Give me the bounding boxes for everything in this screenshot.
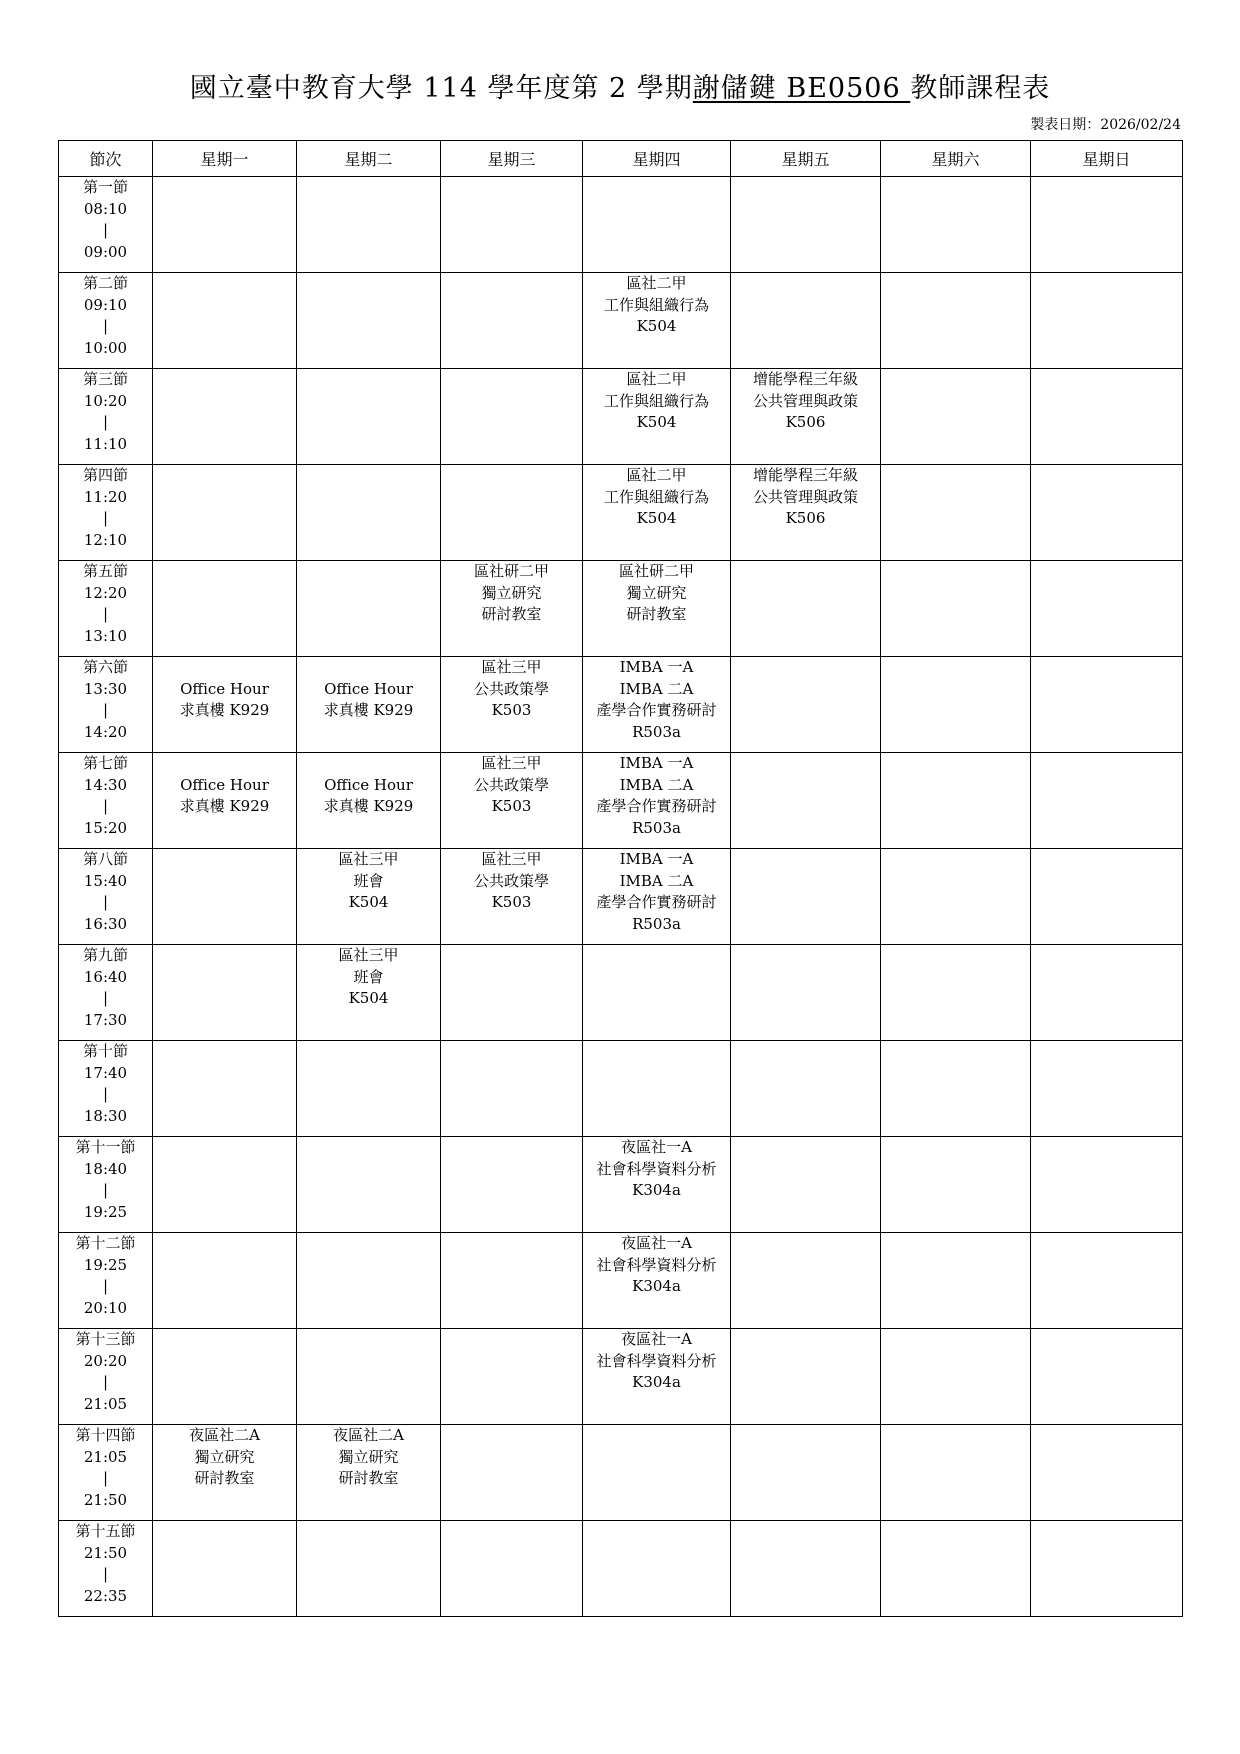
column-header-friday: 星期五 <box>731 141 881 177</box>
class-cell-tuesday <box>297 1425 441 1521</box>
period-period: 第十五節 <box>75 1522 136 1540</box>
class-cell-friday <box>731 465 881 561</box>
class-cell-sunday <box>1031 177 1183 273</box>
period-row <box>59 273 1183 369</box>
class-cell-monday <box>153 1329 297 1425</box>
class-cell-tuesday <box>297 177 441 273</box>
class-line: 產學合作實務研討 <box>596 797 717 815</box>
period-period: 第八節 <box>82 850 128 868</box>
class-cell-tuesday <box>297 1521 441 1617</box>
class-cell-friday <box>731 369 881 465</box>
class-line <box>297 753 440 775</box>
period-cell <box>59 849 153 945</box>
period-cell <box>59 945 153 1041</box>
period-end: 17:30 <box>83 1010 128 1029</box>
class-cell-wednesday <box>441 369 583 465</box>
class-line: K503 <box>491 893 532 911</box>
class-line: IMBA 一A <box>619 658 694 676</box>
class-cell-thursday <box>583 1233 731 1329</box>
class-line: 公共政策學 <box>473 679 549 698</box>
class-cell-monday <box>153 1233 297 1329</box>
period-sep: | <box>102 509 109 527</box>
class-cell-monday <box>153 1041 297 1137</box>
period-cell <box>59 1329 153 1425</box>
class-line: IMBA 二A <box>619 775 694 794</box>
class-cell-monday <box>153 273 297 369</box>
period-sep: | <box>102 605 109 623</box>
class-cell-tuesday <box>297 753 441 849</box>
class-cell-saturday <box>881 465 1031 561</box>
period-sep: | <box>102 797 109 815</box>
class-cell-friday <box>731 945 881 1041</box>
period-start: 21:05 <box>83 1447 128 1466</box>
class-cell-tuesday <box>297 561 441 657</box>
period-end: 19:25 <box>83 1202 128 1221</box>
class-cell-wednesday <box>441 849 583 945</box>
class-cell-thursday <box>583 1041 731 1137</box>
title-suffix: 教師課程表 <box>910 73 1051 104</box>
class-line: IMBA 二A <box>619 871 694 890</box>
column-header-saturday: 星期六 <box>881 141 1031 177</box>
class-line: 獨立研究 <box>338 1447 399 1466</box>
period-cell <box>59 657 153 753</box>
class-cell-sunday <box>1031 1521 1183 1617</box>
class-cell-saturday <box>881 945 1031 1041</box>
period-end: 10:00 <box>83 338 128 357</box>
class-cell-friday <box>731 1521 881 1617</box>
schedule-table <box>58 140 1183 1617</box>
period-period: 第七節 <box>82 754 128 772</box>
period-period: 第四節 <box>82 466 128 484</box>
class-cell-tuesday <box>297 1137 441 1233</box>
class-line: Office Hour <box>324 775 413 794</box>
title-prefix: 國立臺中教育大學 114 學年度第 2 學期 <box>189 73 693 104</box>
class-line: 區社二甲 <box>626 370 687 388</box>
period-start: 09:10 <box>83 295 128 314</box>
class-cell-saturday <box>881 273 1031 369</box>
class-line: IMBA 一A <box>619 754 694 772</box>
period-end: 11:10 <box>83 434 128 453</box>
period-end: 21:05 <box>83 1394 128 1413</box>
class-cell-sunday <box>1031 1425 1183 1521</box>
period-end: 09:00 <box>83 242 128 261</box>
period-cell <box>59 1233 153 1329</box>
class-cell-saturday <box>881 1329 1031 1425</box>
class-line: 工作與組織行為 <box>603 391 709 410</box>
class-line: K304a <box>632 1181 681 1199</box>
period-row <box>59 945 1183 1041</box>
class-line: 獨立研究 <box>626 583 687 602</box>
class-cell-saturday <box>881 369 1031 465</box>
class-cell-sunday <box>1031 945 1183 1041</box>
class-line: 區社二甲 <box>626 466 687 484</box>
period-period: 第十三節 <box>75 1330 136 1348</box>
column-header-monday: 星期一 <box>153 141 297 177</box>
class-line <box>297 657 440 679</box>
period-end: 22:35 <box>83 1586 128 1605</box>
period-sep: | <box>102 1277 109 1295</box>
class-cell-friday <box>731 561 881 657</box>
class-cell-friday <box>731 753 881 849</box>
period-row <box>59 561 1183 657</box>
period-row <box>59 1137 1183 1233</box>
class-cell-monday <box>153 465 297 561</box>
period-cell <box>59 1041 153 1137</box>
class-line: 研討教室 <box>481 605 542 623</box>
class-cell-thursday <box>583 177 731 273</box>
class-cell-saturday <box>881 1041 1031 1137</box>
period-start: 19:25 <box>83 1255 128 1274</box>
period-end: 13:10 <box>83 626 128 645</box>
class-line: 夜區社一A <box>621 1138 692 1156</box>
class-line <box>153 753 296 775</box>
class-line: 增能學程三年級 <box>752 466 858 484</box>
class-cell-tuesday <box>297 1329 441 1425</box>
class-line: K504 <box>636 509 677 527</box>
period-sep: | <box>102 893 109 911</box>
class-cell-sunday <box>1031 369 1183 465</box>
period-cell <box>59 1521 153 1617</box>
class-cell-sunday <box>1031 561 1183 657</box>
period-start: 14:30 <box>83 775 128 794</box>
period-cell <box>59 1137 153 1233</box>
class-cell-sunday <box>1031 657 1183 753</box>
class-cell-saturday <box>881 561 1031 657</box>
class-cell-saturday <box>881 177 1031 273</box>
period-row <box>59 657 1183 753</box>
class-cell-saturday <box>881 1137 1031 1233</box>
class-cell-wednesday <box>441 1521 583 1617</box>
class-cell-tuesday <box>297 849 441 945</box>
period-period: 第十節 <box>82 1042 128 1060</box>
class-cell-monday <box>153 561 297 657</box>
class-cell-saturday <box>881 1425 1031 1521</box>
schedule-body <box>59 177 1183 1617</box>
period-cell <box>59 753 153 849</box>
class-line: K503 <box>491 701 532 719</box>
class-cell-monday <box>153 657 297 753</box>
period-start: 20:20 <box>83 1351 128 1370</box>
class-cell-wednesday <box>441 273 583 369</box>
class-cell-friday <box>731 657 881 753</box>
class-cell-monday <box>153 849 297 945</box>
class-cell-tuesday <box>297 657 441 753</box>
column-header-tuesday: 星期二 <box>297 141 441 177</box>
class-cell-sunday <box>1031 1137 1183 1233</box>
class-line: 區社三甲 <box>338 850 399 868</box>
class-line: 公共政策學 <box>473 871 549 890</box>
period-period: 第五節 <box>82 562 128 580</box>
class-line: 公共管理與政策 <box>752 391 858 410</box>
period-period: 第三節 <box>82 370 128 388</box>
class-cell-thursday <box>583 1137 731 1233</box>
class-line: R503a <box>632 818 681 837</box>
class-cell-sunday <box>1031 849 1183 945</box>
class-line: R503a <box>632 722 681 741</box>
class-cell-thursday <box>583 369 731 465</box>
period-start: 15:40 <box>83 871 128 890</box>
period-row <box>59 1329 1183 1425</box>
class-cell-wednesday <box>441 1041 583 1137</box>
period-period: 第九節 <box>82 946 128 964</box>
class-cell-friday <box>731 273 881 369</box>
class-line: K504 <box>636 413 677 431</box>
period-end: 14:20 <box>83 722 128 741</box>
period-start: 13:30 <box>83 679 128 698</box>
teacher-name: 謝儲鍵 BE0506 <box>692 73 911 104</box>
class-cell-wednesday <box>441 177 583 273</box>
column-header-wednesday: 星期三 <box>441 141 583 177</box>
class-line: 區社三甲 <box>481 754 542 772</box>
page-title <box>0 66 1240 105</box>
period-start: 18:40 <box>83 1159 128 1178</box>
period-cell <box>59 369 153 465</box>
class-cell-tuesday <box>297 273 441 369</box>
class-cell-thursday <box>583 1425 731 1521</box>
class-line: 夜區社二A <box>189 1426 260 1444</box>
period-sep: | <box>102 221 109 239</box>
class-cell-thursday <box>583 273 731 369</box>
period-end: 20:10 <box>83 1298 128 1317</box>
class-cell-wednesday <box>441 1233 583 1329</box>
class-line: 區社研二甲 <box>473 562 549 580</box>
class-line: 夜區社一A <box>621 1330 692 1348</box>
class-cell-tuesday <box>297 465 441 561</box>
column-header-sunday: 星期日 <box>1031 141 1183 177</box>
period-period: 第六節 <box>82 658 128 676</box>
class-cell-sunday <box>1031 1329 1183 1425</box>
class-line: IMBA 一A <box>619 850 694 868</box>
class-cell-monday <box>153 177 297 273</box>
period-start: 12:20 <box>83 583 128 602</box>
class-cell-friday <box>731 1329 881 1425</box>
class-line: 獨立研究 <box>481 583 542 602</box>
class-line: 社會科學資料分析 <box>596 1351 717 1370</box>
class-line: 區社三甲 <box>481 658 542 676</box>
period-sep: | <box>102 701 109 719</box>
class-line: 區社研二甲 <box>618 562 694 580</box>
class-cell-tuesday <box>297 369 441 465</box>
class-cell-saturday <box>881 753 1031 849</box>
period-sep: | <box>102 413 109 431</box>
class-cell-monday <box>153 753 297 849</box>
class-cell-wednesday <box>441 465 583 561</box>
period-period: 第十一節 <box>75 1138 136 1156</box>
class-line: Office Hour <box>324 679 413 698</box>
class-line: 公共政策學 <box>473 775 549 794</box>
class-cell-saturday <box>881 1233 1031 1329</box>
class-cell-monday <box>153 369 297 465</box>
period-period: 第一節 <box>82 178 128 196</box>
period-row <box>59 369 1183 465</box>
class-line: Office Hour <box>180 679 269 698</box>
column-header-thursday: 星期四 <box>583 141 731 177</box>
period-row <box>59 1233 1183 1329</box>
class-cell-monday <box>153 1425 297 1521</box>
class-cell-sunday <box>1031 465 1183 561</box>
period-end: 18:30 <box>83 1106 128 1125</box>
class-cell-friday <box>731 1425 881 1521</box>
class-cell-thursday <box>583 849 731 945</box>
class-line: 夜區社二A <box>333 1426 404 1444</box>
class-cell-tuesday <box>297 945 441 1041</box>
class-line: K304a <box>632 1277 681 1295</box>
class-line: R503a <box>632 914 681 933</box>
period-period: 第十四節 <box>75 1426 136 1444</box>
class-line: 班會 <box>353 967 384 986</box>
class-line <box>153 657 296 679</box>
class-cell-thursday <box>583 1329 731 1425</box>
class-cell-thursday <box>583 753 731 849</box>
period-sep: | <box>102 1181 109 1199</box>
period-period: 第二節 <box>82 274 128 292</box>
class-cell-saturday <box>881 657 1031 753</box>
class-line: 研討教室 <box>194 1469 255 1487</box>
print-date: 製表日期：2026/02/24 <box>1030 117 1181 133</box>
period-cell <box>59 273 153 369</box>
class-line: 區社三甲 <box>481 850 542 868</box>
period-row <box>59 1041 1183 1137</box>
period-row <box>59 753 1183 849</box>
class-line: 區社二甲 <box>626 274 687 292</box>
class-cell-friday <box>731 849 881 945</box>
class-cell-sunday <box>1031 1233 1183 1329</box>
class-cell-wednesday <box>441 657 583 753</box>
class-line: 增能學程三年級 <box>752 370 858 388</box>
period-period: 第十二節 <box>75 1234 136 1252</box>
class-cell-monday <box>153 945 297 1041</box>
period-start: 10:20 <box>83 391 128 410</box>
class-cell-tuesday <box>297 1041 441 1137</box>
period-sep: | <box>102 989 109 1007</box>
class-line: 社會科學資料分析 <box>596 1255 717 1274</box>
class-cell-thursday <box>583 657 731 753</box>
class-cell-thursday <box>583 1521 731 1617</box>
period-cell <box>59 177 153 273</box>
class-line: Office Hour <box>180 775 269 794</box>
class-cell-wednesday <box>441 1425 583 1521</box>
period-end: 21:50 <box>83 1490 128 1509</box>
class-line: K503 <box>491 797 532 815</box>
class-line: K504 <box>348 989 389 1007</box>
class-line: 社會科學資料分析 <box>596 1159 717 1178</box>
period-row <box>59 849 1183 945</box>
class-cell-wednesday <box>441 945 583 1041</box>
class-cell-friday <box>731 1233 881 1329</box>
period-start: 21:50 <box>83 1543 128 1562</box>
class-line: 班會 <box>353 871 384 890</box>
class-line: 夜區社一A <box>621 1234 692 1252</box>
class-line: 公共管理與政策 <box>752 487 858 506</box>
class-cell-saturday <box>881 1521 1031 1617</box>
class-cell-wednesday <box>441 1137 583 1233</box>
class-line: 產學合作實務研討 <box>596 893 717 911</box>
class-line: K506 <box>785 509 826 527</box>
class-cell-sunday <box>1031 1041 1183 1137</box>
class-line: IMBA 二A <box>619 679 694 698</box>
class-line: K504 <box>348 893 389 911</box>
class-line: K504 <box>636 317 677 335</box>
period-row <box>59 1425 1183 1521</box>
class-line: K304a <box>632 1373 681 1391</box>
period-sep: | <box>102 1565 109 1583</box>
class-cell-wednesday <box>441 561 583 657</box>
class-cell-sunday <box>1031 273 1183 369</box>
period-end: 15:20 <box>83 818 128 837</box>
class-line: 求真樓 K929 <box>179 797 270 815</box>
class-line: 求真樓 K929 <box>323 701 414 719</box>
class-cell-friday <box>731 1137 881 1233</box>
period-start: 16:40 <box>83 967 128 986</box>
period-sep: | <box>102 317 109 335</box>
class-line: 產學合作實務研討 <box>596 701 717 719</box>
period-cell <box>59 465 153 561</box>
class-cell-sunday <box>1031 753 1183 849</box>
period-start: 17:40 <box>83 1063 128 1082</box>
header-row <box>59 141 1183 177</box>
period-row <box>59 465 1183 561</box>
column-header-period: 節次 <box>59 141 153 177</box>
period-cell <box>59 561 153 657</box>
class-cell-thursday <box>583 465 731 561</box>
class-cell-thursday <box>583 945 731 1041</box>
period-start: 08:10 <box>83 199 128 218</box>
class-line: 工作與組織行為 <box>603 295 709 314</box>
class-cell-tuesday <box>297 1233 441 1329</box>
class-line: 獨立研究 <box>194 1447 255 1466</box>
period-row <box>59 177 1183 273</box>
class-line: 求真樓 K929 <box>323 797 414 815</box>
class-line: 求真樓 K929 <box>179 701 270 719</box>
class-cell-wednesday <box>441 753 583 849</box>
period-sep: | <box>102 1373 109 1391</box>
period-start: 11:20 <box>83 487 128 506</box>
class-line: 研討教室 <box>626 605 687 623</box>
period-sep: | <box>102 1469 109 1487</box>
class-cell-friday <box>731 177 881 273</box>
period-end: 12:10 <box>83 530 128 549</box>
class-cell-wednesday <box>441 1329 583 1425</box>
class-line: 工作與組織行為 <box>603 487 709 506</box>
class-cell-thursday <box>583 561 731 657</box>
class-line: 區社三甲 <box>338 946 399 964</box>
period-sep: | <box>102 1085 109 1103</box>
period-cell <box>59 1425 153 1521</box>
class-cell-monday <box>153 1521 297 1617</box>
class-line: K506 <box>785 413 826 431</box>
class-cell-monday <box>153 1137 297 1233</box>
class-line: 研討教室 <box>338 1469 399 1487</box>
period-end: 16:30 <box>83 914 128 933</box>
class-cell-friday <box>731 1041 881 1137</box>
period-row <box>59 1521 1183 1617</box>
class-cell-saturday <box>881 849 1031 945</box>
